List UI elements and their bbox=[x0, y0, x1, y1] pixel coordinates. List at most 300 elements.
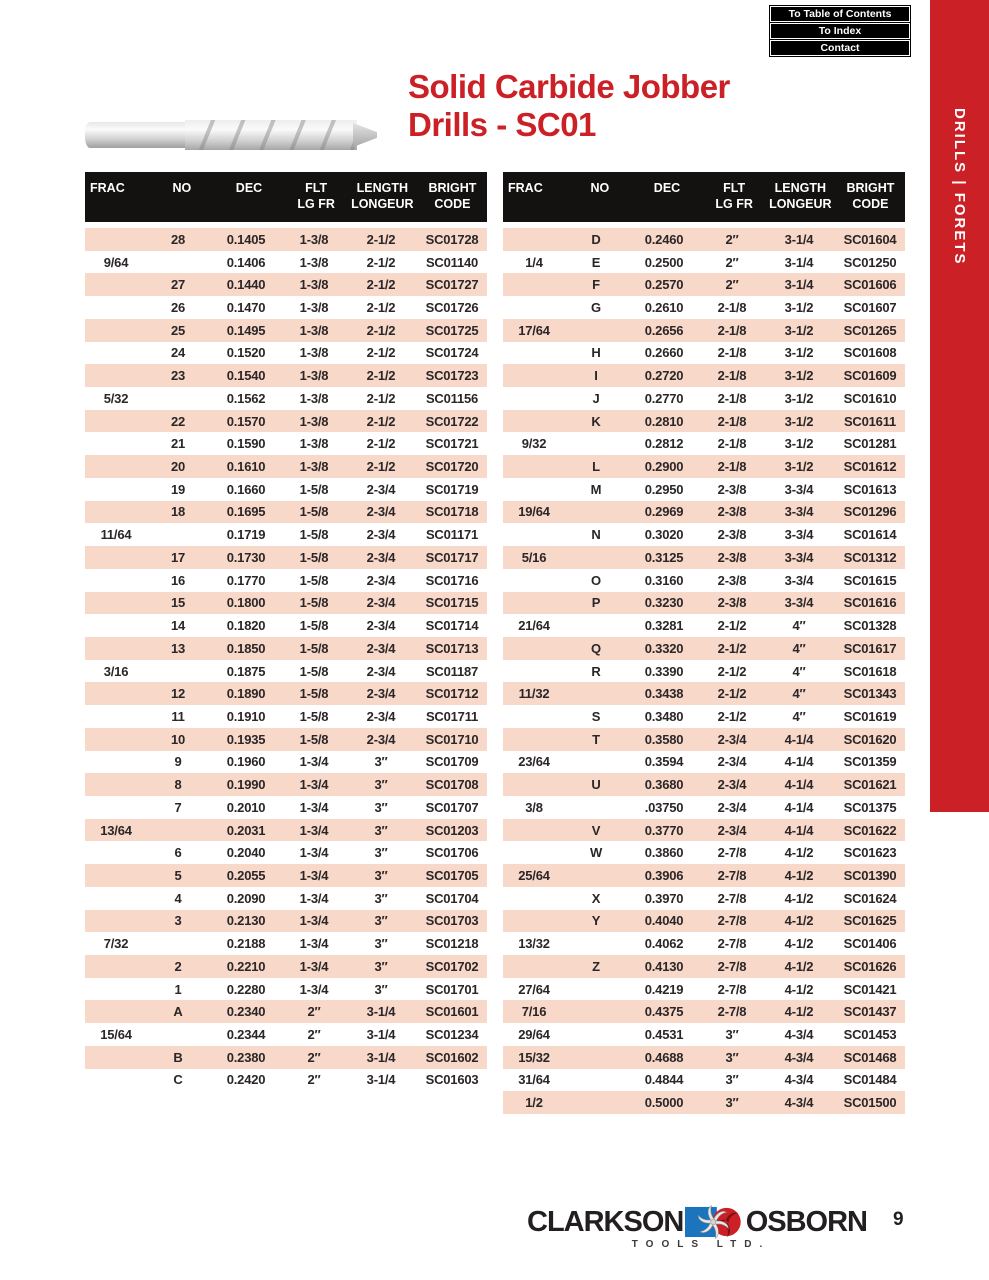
table-cell: 2-1/2 bbox=[717, 663, 747, 679]
table-cell: 4-3/4 bbox=[784, 1072, 814, 1088]
table-cell: 2-3/8 bbox=[717, 481, 747, 497]
table-cell: 2″ bbox=[725, 231, 739, 247]
table-cell: SC01620 bbox=[843, 731, 897, 747]
table-cell: 0.2420 bbox=[226, 1072, 266, 1088]
table-cell: 3-1/2 bbox=[784, 300, 814, 316]
table-cell: 16 bbox=[170, 572, 186, 588]
table-cell: 4-1/2 bbox=[784, 890, 814, 906]
table-cell: 0.3390 bbox=[644, 663, 684, 679]
table-cell: 24 bbox=[170, 345, 186, 361]
table-cell: 6 bbox=[174, 845, 182, 861]
table-cell: SC01618 bbox=[843, 663, 897, 679]
table-row bbox=[503, 1046, 905, 1069]
table-cell: H bbox=[591, 345, 601, 361]
table-cell: 5/16 bbox=[521, 549, 547, 565]
table-row bbox=[503, 410, 905, 433]
table-cell: 0.3594 bbox=[644, 754, 684, 770]
table-cell: 4″ bbox=[792, 640, 806, 656]
table-cell: N bbox=[591, 527, 601, 543]
table-cell: 4-1/2 bbox=[784, 913, 814, 929]
table-cell: O bbox=[591, 572, 601, 588]
table-cell: SC01608 bbox=[843, 345, 897, 361]
table-row bbox=[503, 751, 905, 774]
table-cell: 3″ bbox=[374, 822, 388, 838]
table-cell: 0.1850 bbox=[226, 640, 266, 656]
table-cell: 2″ bbox=[725, 277, 739, 293]
header-bright-code: BRIGHT CODE bbox=[428, 181, 477, 211]
table-cell: 4-1/2 bbox=[784, 867, 814, 883]
table-cell: SC01171 bbox=[425, 527, 479, 543]
table-cell: 27 bbox=[170, 277, 186, 293]
table-cell: 11/32 bbox=[518, 686, 550, 702]
table-row bbox=[85, 501, 487, 524]
table-cell: SC01612 bbox=[843, 459, 897, 475]
table-cell: 1-3/8 bbox=[299, 254, 329, 270]
table-row bbox=[85, 319, 487, 342]
table-cell: 5/32 bbox=[103, 390, 129, 406]
table-cell: 21/64 bbox=[518, 618, 550, 634]
table-cell: 0.4219 bbox=[644, 981, 684, 997]
table-cell: 7 bbox=[174, 799, 182, 815]
table-cell: 2-7/8 bbox=[717, 958, 747, 974]
table-cell: SC01727 bbox=[425, 277, 479, 293]
table-row bbox=[85, 887, 487, 910]
table-cell: SC01312 bbox=[843, 549, 897, 565]
table-cell: 1-3/8 bbox=[299, 322, 329, 338]
table-cell: 2″ bbox=[307, 1027, 321, 1043]
table-cell: 11 bbox=[171, 708, 185, 724]
table-row bbox=[503, 660, 905, 683]
table-cell: 0.2040 bbox=[226, 845, 266, 861]
table-row bbox=[503, 773, 905, 796]
table-cell: 10 bbox=[170, 731, 186, 747]
table-cell: 2-3/4 bbox=[366, 504, 396, 520]
table-row bbox=[85, 455, 487, 478]
table-row bbox=[85, 1000, 487, 1023]
table-cell: 3-1/2 bbox=[784, 413, 814, 429]
table-cell: 2-7/8 bbox=[717, 867, 747, 883]
table-cell: 3-1/2 bbox=[784, 368, 814, 384]
header-length: LENGTH LONGEUR bbox=[769, 181, 832, 211]
table-cell: 0.4130 bbox=[644, 958, 684, 974]
table-cell: 12 bbox=[170, 686, 186, 702]
table-cell: SC01281 bbox=[843, 436, 897, 452]
table-cell: SC01721 bbox=[425, 436, 479, 452]
table-cell: 2-1/2 bbox=[717, 686, 747, 702]
table-row bbox=[503, 319, 905, 342]
table-cell: 2-1/2 bbox=[366, 231, 396, 247]
table-row bbox=[85, 523, 487, 546]
table-cell: 25 bbox=[170, 322, 186, 338]
table-cell: 0.1910 bbox=[226, 708, 266, 724]
table-cell: SC01614 bbox=[843, 527, 897, 543]
table-cell: 2-1/2 bbox=[366, 300, 396, 316]
table-cell: 14 bbox=[170, 618, 186, 634]
table-cell: Z bbox=[592, 958, 600, 974]
table-row bbox=[503, 387, 905, 410]
table-cell: 0.3230 bbox=[644, 595, 684, 611]
table-cell: SC01607 bbox=[843, 300, 897, 316]
table-cell: 3-1/4 bbox=[366, 1004, 396, 1020]
table-cell: SC01218 bbox=[425, 936, 479, 952]
table-cell: 1-5/8 bbox=[299, 504, 329, 520]
table-cell: 1 bbox=[174, 981, 182, 997]
table-cell: 3-3/4 bbox=[784, 572, 814, 588]
table-cell: 3-1/4 bbox=[366, 1027, 396, 1043]
table-cell: B bbox=[173, 1049, 183, 1065]
table-cell: 1-5/8 bbox=[299, 595, 329, 611]
table-cell: 0.1960 bbox=[226, 754, 266, 770]
header-no: NO bbox=[590, 181, 610, 195]
table-cell: SC01343 bbox=[843, 686, 897, 702]
table-cell: 9/32 bbox=[521, 436, 547, 452]
table-row bbox=[503, 728, 905, 751]
table-row bbox=[85, 1046, 487, 1069]
table-cell: 15 bbox=[170, 595, 186, 611]
table-cell: 1/2 bbox=[525, 1095, 543, 1111]
table-cell: 0.3680 bbox=[644, 777, 684, 793]
table-cell: 1-5/8 bbox=[299, 686, 329, 702]
table-row bbox=[85, 546, 487, 569]
table-cell: 1-3/4 bbox=[299, 845, 329, 861]
brand-osborn: OSBORN bbox=[745, 1206, 867, 1238]
table-cell: SC01714 bbox=[425, 618, 479, 634]
table-cell: 2″ bbox=[307, 1049, 321, 1065]
table-cell: 2-1/2 bbox=[366, 413, 396, 429]
table-cell: 3″ bbox=[374, 936, 388, 952]
table-cell: 0.1875 bbox=[226, 663, 266, 679]
table-cell: 2-1/8 bbox=[717, 300, 747, 316]
table-cell: 0.3281 bbox=[644, 618, 684, 634]
table-cell: 4-3/4 bbox=[784, 1095, 814, 1111]
table-cell: .03750 bbox=[644, 799, 684, 815]
table-cell: 2-1/8 bbox=[717, 436, 747, 452]
header-dec: DEC bbox=[653, 181, 681, 195]
table-cell: 3 bbox=[174, 913, 182, 929]
header-no: NO bbox=[172, 181, 192, 195]
table-cell: 4-1/2 bbox=[784, 936, 814, 952]
table-cell: 18 bbox=[170, 504, 186, 520]
table-cell: K bbox=[591, 413, 601, 429]
table-cell: 25/64 bbox=[518, 867, 550, 883]
table-cell: G bbox=[591, 300, 601, 316]
table-cell: 0.3480 bbox=[644, 708, 684, 724]
drill-table-right bbox=[503, 172, 905, 1114]
table-cell: 4-1/2 bbox=[784, 958, 814, 974]
table-cell: SC01406 bbox=[843, 936, 897, 952]
table-cell: 4-1/4 bbox=[784, 731, 814, 747]
table-cell: 3-1/4 bbox=[784, 277, 814, 293]
table-cell: 0.2055 bbox=[226, 867, 266, 883]
contact-button[interactable]: Contact bbox=[770, 40, 910, 56]
table-cell: 2-3/4 bbox=[366, 640, 396, 656]
table-cell: 1-3/4 bbox=[299, 936, 329, 952]
table-cell: A bbox=[173, 1004, 183, 1020]
table-cell: W bbox=[589, 845, 603, 861]
table-cell: 0.2812 bbox=[644, 436, 684, 452]
table-cell: 3″ bbox=[374, 754, 388, 770]
table-cell: 0.2460 bbox=[644, 231, 684, 247]
table-cell: 11/64 bbox=[100, 527, 132, 543]
page-number: 9 bbox=[893, 1209, 904, 1230]
table-cell: SC01616 bbox=[843, 595, 897, 611]
table-cell: 4-1/2 bbox=[784, 1004, 814, 1020]
table-row bbox=[503, 637, 905, 660]
table-cell: SC01707 bbox=[425, 799, 479, 815]
table-cell: 3-1/2 bbox=[784, 436, 814, 452]
table-cell: 1-5/8 bbox=[299, 618, 329, 634]
table-cell: 0.1405 bbox=[226, 231, 266, 247]
table-cell: SC01359 bbox=[843, 754, 897, 770]
table-row bbox=[85, 796, 487, 819]
table-cell: 5 bbox=[174, 867, 182, 883]
table-cell: 0.2010 bbox=[226, 799, 266, 815]
table-cell: SC01234 bbox=[425, 1027, 479, 1043]
header-dec: DEC bbox=[235, 181, 263, 195]
header-flt: FLT LG FR bbox=[297, 181, 335, 211]
table-cell: 3″ bbox=[374, 958, 388, 974]
table-row bbox=[85, 614, 487, 637]
table-cell: 2-1/2 bbox=[366, 322, 396, 338]
table-cell: 2-3/4 bbox=[717, 777, 747, 793]
table-cell: 1/4 bbox=[525, 254, 543, 270]
table-row bbox=[85, 705, 487, 728]
table-cell: 2-1/2 bbox=[717, 708, 747, 724]
table-cell: 1-3/4 bbox=[299, 867, 329, 883]
table-cell: 0.2969 bbox=[644, 504, 684, 520]
table-cell: SC01615 bbox=[843, 572, 897, 588]
table-row bbox=[85, 660, 487, 683]
header-length: LENGTH LONGEUR bbox=[351, 181, 414, 211]
table-cell: 0.3860 bbox=[644, 845, 684, 861]
table-cell: 4-1/4 bbox=[784, 777, 814, 793]
table-row bbox=[85, 955, 487, 978]
table-cell: 2-3/4 bbox=[366, 595, 396, 611]
table-cell: 2-3/8 bbox=[717, 549, 747, 565]
table-cell: 3″ bbox=[374, 845, 388, 861]
clarkson-osborn-logo-icon bbox=[685, 1205, 743, 1239]
table-body bbox=[85, 228, 487, 1091]
table-cell: SC01617 bbox=[843, 640, 897, 656]
table-cell: 2-3/4 bbox=[366, 663, 396, 679]
table-cell: 4″ bbox=[792, 708, 806, 724]
table-cell: 0.4375 bbox=[644, 1004, 684, 1020]
table-cell: 0.1470 bbox=[226, 300, 266, 316]
table-cell: 21 bbox=[170, 436, 186, 452]
table-cell: 1-5/8 bbox=[299, 663, 329, 679]
table-cell: 0.2660 bbox=[644, 345, 684, 361]
table-cell: 2-1/2 bbox=[366, 345, 396, 361]
header-frac: FRAC bbox=[508, 181, 543, 195]
table-cell: 0.1820 bbox=[226, 618, 266, 634]
table-cell: 1-5/8 bbox=[299, 527, 329, 543]
table-cell: SC01187 bbox=[425, 663, 479, 679]
table-cell: 2-1/2 bbox=[717, 640, 747, 656]
table-cell: SC01702 bbox=[425, 958, 479, 974]
table-row bbox=[503, 955, 905, 978]
page-title bbox=[408, 68, 730, 144]
table-cell: 0.3580 bbox=[644, 731, 684, 747]
table-cell: M bbox=[590, 481, 602, 497]
table-cell: 4″ bbox=[792, 618, 806, 634]
table-cell: 2-1/8 bbox=[717, 413, 747, 429]
table-cell: 0.2380 bbox=[226, 1049, 266, 1065]
page-title-line2: Drills - SC01 bbox=[408, 106, 596, 143]
table-cell: 0.2950 bbox=[644, 481, 684, 497]
table-cell: 0.1695 bbox=[226, 504, 266, 520]
table-cell: SC01701 bbox=[425, 981, 479, 997]
table-cell: 0.2280 bbox=[226, 981, 266, 997]
table-cell: 2″ bbox=[307, 1004, 321, 1020]
table-cell: SC01604 bbox=[843, 231, 897, 247]
table-cell: 0.3320 bbox=[644, 640, 684, 656]
table-cell: 0.4040 bbox=[644, 913, 684, 929]
table-cell: 4-1/4 bbox=[784, 799, 814, 815]
table-cell: F bbox=[592, 277, 600, 293]
table-cell: 3/8 bbox=[525, 799, 543, 815]
table-cell: 0.1719 bbox=[226, 527, 266, 543]
table-cell: 22 bbox=[170, 413, 186, 429]
table-cell: SC01712 bbox=[425, 686, 479, 702]
table-cell: 0.3970 bbox=[644, 890, 684, 906]
table-row bbox=[503, 705, 905, 728]
table-cell: 2-1/8 bbox=[717, 390, 747, 406]
table-cell: 3″ bbox=[725, 1049, 739, 1065]
table-cell: 2-1/2 bbox=[366, 368, 396, 384]
table-cell: SC01722 bbox=[425, 413, 479, 429]
table-cell: 2-7/8 bbox=[717, 890, 747, 906]
table-cell: 29/64 bbox=[518, 1027, 550, 1043]
table-cell: 3″ bbox=[374, 890, 388, 906]
table-cell: 4-3/4 bbox=[784, 1049, 814, 1065]
table-row bbox=[85, 864, 487, 887]
table-row bbox=[503, 342, 905, 365]
table-cell: 2-3/4 bbox=[717, 799, 747, 815]
to-table-of-contents-button[interactable]: To Table of Contents bbox=[770, 6, 910, 22]
table-cell: 3/16 bbox=[103, 663, 129, 679]
table-cell: SC01624 bbox=[843, 890, 897, 906]
table-row bbox=[503, 364, 905, 387]
table-cell: 3-1/2 bbox=[784, 345, 814, 361]
table-cell: 0.1440 bbox=[226, 277, 266, 293]
table-cell: SC01390 bbox=[843, 867, 897, 883]
table-cell: 0.3770 bbox=[644, 822, 684, 838]
table-cell: 19/64 bbox=[518, 504, 550, 520]
to-index-button[interactable]: To Index bbox=[770, 23, 910, 39]
table-cell: SC01484 bbox=[843, 1072, 897, 1088]
table-cell: 4-3/4 bbox=[784, 1027, 814, 1043]
table-cell: 0.5000 bbox=[644, 1095, 684, 1111]
table-cell: 2-1/8 bbox=[717, 322, 747, 338]
table-cell: 3-1/2 bbox=[784, 322, 814, 338]
drill-shank bbox=[85, 122, 190, 148]
table-row bbox=[85, 751, 487, 774]
table-cell: SC01716 bbox=[425, 572, 479, 588]
table-cell: 3-1/2 bbox=[784, 390, 814, 406]
table-cell: 2″ bbox=[307, 1072, 321, 1088]
table-row bbox=[85, 228, 487, 251]
table-cell: 2-1/8 bbox=[717, 459, 747, 475]
table-cell: 15/64 bbox=[100, 1027, 132, 1043]
table-cell: 2-3/8 bbox=[717, 572, 747, 588]
table-cell: SC01296 bbox=[843, 504, 897, 520]
table-row bbox=[503, 614, 905, 637]
table-cell: 1-3/8 bbox=[299, 368, 329, 384]
table-row bbox=[85, 342, 487, 365]
table-row bbox=[85, 773, 487, 796]
table-cell: SC01606 bbox=[843, 277, 897, 293]
table-cell: 0.1770 bbox=[226, 572, 266, 588]
table-cell: 0.2900 bbox=[644, 459, 684, 475]
table-cell: 0.2188 bbox=[226, 936, 266, 952]
table-row bbox=[503, 546, 905, 569]
table-cell: 0.1540 bbox=[226, 368, 266, 384]
table-cell: 2-3/4 bbox=[366, 549, 396, 565]
table-cell: SC01713 bbox=[425, 640, 479, 656]
table-cell: 9/64 bbox=[103, 254, 129, 270]
table-cell: 8 bbox=[174, 777, 182, 793]
table-cell: SC01250 bbox=[843, 254, 897, 270]
table-cell: I bbox=[594, 368, 598, 384]
table-cell: SC01717 bbox=[425, 549, 479, 565]
table-row bbox=[85, 364, 487, 387]
page-title-line1: Solid Carbide Jobber bbox=[408, 68, 730, 105]
table-row bbox=[503, 864, 905, 887]
table-row bbox=[503, 569, 905, 592]
table-row bbox=[503, 1069, 905, 1092]
table-cell: 0.2210 bbox=[226, 958, 266, 974]
table-row bbox=[503, 796, 905, 819]
table-row bbox=[85, 273, 487, 296]
table-cell: 1-5/8 bbox=[299, 549, 329, 565]
table-cell: SC01375 bbox=[843, 799, 897, 815]
table-cell: 3-3/4 bbox=[784, 504, 814, 520]
table-cell: 27/64 bbox=[518, 981, 550, 997]
table-cell: 3-1/4 bbox=[366, 1049, 396, 1065]
table-cell: 0.1730 bbox=[226, 549, 266, 565]
table-cell: C bbox=[173, 1072, 183, 1088]
table-row bbox=[503, 887, 905, 910]
table-cell: 1-3/4 bbox=[299, 981, 329, 997]
table-cell: 1-5/8 bbox=[299, 640, 329, 656]
section-tab bbox=[930, 0, 989, 812]
table-row bbox=[85, 432, 487, 455]
table-cell: 13/32 bbox=[518, 936, 550, 952]
table-cell: SC01601 bbox=[425, 1004, 479, 1020]
table-cell: 2″ bbox=[725, 254, 739, 270]
table-row bbox=[85, 592, 487, 615]
table-cell: 4-1/4 bbox=[784, 754, 814, 770]
table-cell: SC01328 bbox=[843, 618, 897, 634]
table-cell: SC01720 bbox=[425, 459, 479, 475]
table-cell: SC01708 bbox=[425, 777, 479, 793]
table-cell: 2-3/4 bbox=[366, 527, 396, 543]
table-cell: 1-3/4 bbox=[299, 913, 329, 929]
table-cell: X bbox=[591, 890, 601, 906]
table-body bbox=[503, 228, 905, 1114]
table-cell: 0.1660 bbox=[226, 481, 266, 497]
table-cell: 0.1562 bbox=[226, 390, 266, 406]
table-row bbox=[503, 682, 905, 705]
table-cell: SC01603 bbox=[425, 1072, 479, 1088]
table-cell: 13/64 bbox=[100, 822, 132, 838]
table-cell: 0.2570 bbox=[644, 277, 684, 293]
table-cell: SC01704 bbox=[425, 890, 479, 906]
table-cell: 3″ bbox=[374, 799, 388, 815]
table-cell: 0.3906 bbox=[644, 867, 684, 883]
table-cell: SC01728 bbox=[425, 231, 479, 247]
table-cell: 0.1935 bbox=[226, 731, 266, 747]
